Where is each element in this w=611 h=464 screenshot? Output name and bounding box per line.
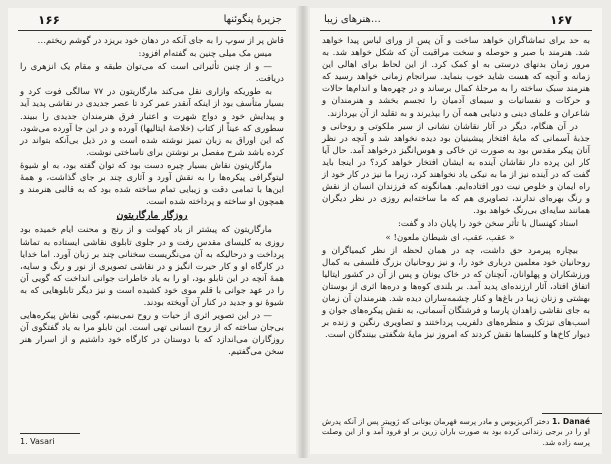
left-footnote: 1. Vasari <box>20 437 55 446</box>
section-subheading: روزگار مارگاریتون <box>116 210 188 222</box>
paragraph: به حد برای تماشاگران خواهد ساخت و آن پس از وراى لباس پیدا خواهد شد. هنرمند با صبر و حوصله و سخت مراقبت آن که شکل خواهد شد. به مرور زمان بدنهای درستی به او کمک کرد. از این لحاظ برای اهالی این زمانه و آنچه که هست شاید خوب بنماید. سرانجام زمانی خواهد رسید که هنرمند سبک ساخته را به مرحلهٔ کمال برساند و در چهره‌ها و اندام‌ها حالات و حرکات و نفسانیات و سیمای آدمیان را تجسم بخشد و هنرمندان و شاعران و علمای دینی و دنیایی همه آن را بپذیرند و به تقلید از آن بپردازند. <box>322 36 590 119</box>
right-page-body <box>322 35 590 341</box>
right-footnote <box>322 417 590 449</box>
left-page-number: ۱۶۶ <box>38 13 60 27</box>
right-page <box>310 8 602 454</box>
right-running-head <box>320 12 592 31</box>
paragraph: استاد کهنسال با تأثر سخن خود را پایان داد و گفت: <box>398 219 578 230</box>
left-running-title: جزیرهٔ پنگوئنها <box>223 14 282 25</box>
footnote-latin-label: 1. Danaé <box>551 416 591 426</box>
paragraph: — در این تصویر اثری از حیات و روح نمی‌بینم، گویی نقاش پیکره‌هایی بی‌جان ساخته که از روح انسانی تهی است. این تابلو مرا به یاد گفتگوی آن روزگاران می‌اندازد که با دوستان در کارگاه خود داشتیم و از اسرار هنر سخن می‌گفتیم. <box>20 311 284 358</box>
paragraph: میس مک میلی چنین به گفته‌ام افزود: <box>138 49 272 60</box>
paragraph: به طوریکه وازاری نقل می‌کند مارگاریتون در ۷۷ سالگی فوت کرد و بسیار متأسف بود از اینکه آنقدر عمر کرد تا عصر جدیدی در نقاشی پدید آید و پیدایش خود و دواج شهرت و اعتبار فرق هنرمندان جدیدی را ببیند. سطوری که عیناً از کتاب (خلاصهٔ ایتالیها) آورده و در این جا آورده می‌شود، که این اوراق به زبان تمیز نوشته شده است و در ذیل بی‌آنکه بتواند در کرده باشد شرح مفصل بر نوشتن برای ناساختی نوشت. <box>20 87 284 158</box>
paragraph: قاش پر از سوپ را به جای آنکه در دهان خود بریزد در گوشم ریختم… <box>37 36 284 46</box>
paragraph: در آن هنگام، دیگر در آثار نقاشان نشانی از سیر ملکوتی و روحانی و جذبهٔ آسمانی که مایهٔ افتخار پیشینیان بود دیده نخواهد شد و آنچه در نظر آنان پیکر مقدس بود به صورت تن خاکی و هوس‌انگیز درخواهد آمد. حال آیا کار این پرده دار نقاشان آینده به ایشان افتخار خواهد کرد؟ در اینجا باید گفت که در آینده نیز از ما به نیکی یاد نخواهند کرد، زیرا ما نیز در کار خود از راه ایمان و خلوص نیت دور افتاده‌ایم. همانگونه که فرزندان انسان از نقش و رنگ بهره‌ای ندارند، تصاویری هم که ما ساخته‌ایم روزی در نظر دیگران همانند سایه‌ای بی‌رنگ خواهد بود. <box>322 121 590 217</box>
footnote-rule <box>542 413 602 414</box>
paragraph: مارگاریتون که پیشتر از باد کهولت و از رنج و محنت ایام خمیده بود روزی به کلیسای مقدس رفت و در جلوی تابلوی نقاشی ایستاده به تماشا پرداخت و درحالیکه به آن می‌نگریست سخنانی چند بر زبان آورد. اما خدایا در کارگاه او و کار حیرت انگیز و در نقاشی تصویری از نور و رنگ و سایه، همهٔ آنچه در این تابلو بود، او را به یاد خاطرات جوانی انداخت که گویی آن را در عهد جوانی با قلم موی خود کشیده است و نیز دیگر تابلوهایی که به شیوهٔ نو و جدید در کنار آن آویخته بودند. <box>20 225 284 308</box>
book-gutter <box>298 6 308 458</box>
left-running-head <box>18 12 286 31</box>
right-page-number: ۱۶۷ <box>550 13 572 27</box>
paragraph: مارگاریتون نقاش بسیار چیره دست بود که توان گفته بود، به او شیوهٔ لیتوگرافی پیکره‌ها را به نقش آورد و آثاری چند بر جای گذاشت، و همهٔ این‌ها با تمامی دقت و زیبایی تمام ساخته شده بود که به قالبی هنرمند و همچون او ساخته و پرداخته شده است. <box>20 160 284 208</box>
quote-line: « عقب، عقب، ای شیطان ملعون! » <box>385 232 515 243</box>
right-footnote-area <box>310 409 602 449</box>
left-page <box>8 8 296 454</box>
left-footnote-area <box>8 433 296 446</box>
right-running-title: هنرهای زیبا… <box>324 14 381 25</box>
footnote-text: دختر آکریزیوس و مادر پرسه قهرمان یونانی که ژوپیتر پس از آنکه پدرش او را در برجی زندانی کرده بود به صورت باران زرین بر او فرود آمد و از این وصلت پرسه زاده شد. <box>322 416 590 447</box>
left-page-body <box>20 35 284 358</box>
footnote-rule <box>20 433 80 434</box>
paragraph: بیچاره پیرمرد حق داشت، چه در همان لحظه از نظر کیمیاگران و روحانیان خود معلمین درباری خود را، و نیز روحانیان بزرگ فلسفی به کمال ورزشکاران و پهلوانان، آنچنان که در خاک یونان و پس از آن در کشور ایتالیا اتفاق افتاد، آثار ارزنده‌ای پدید آمد. بر بلندی کوه‌ها و دره‌ها اثری از بوستان بهشتی و زنان زیبا در باغ‌ها و کنار چشمه‌ساران دیده شد. هنرمندان آن زمان به جای نقاشی زاهدان پارسا و فرشتگان آسمانی، به نقش پیکره‌های جوان و اسب‌های تیزتک و منظره‌های دلفریب پرداختند و تصاویری رنگین و زنده بر دیوار کاخ‌ها و کلیساها نقش کردند که امروز نیز مایهٔ شگفتی بینندگان است. <box>322 245 590 341</box>
paragraph: — و از چنین تأثیراتی است که می‌توان طبقه و مقام یک انزهری را دریافت. <box>20 62 284 85</box>
